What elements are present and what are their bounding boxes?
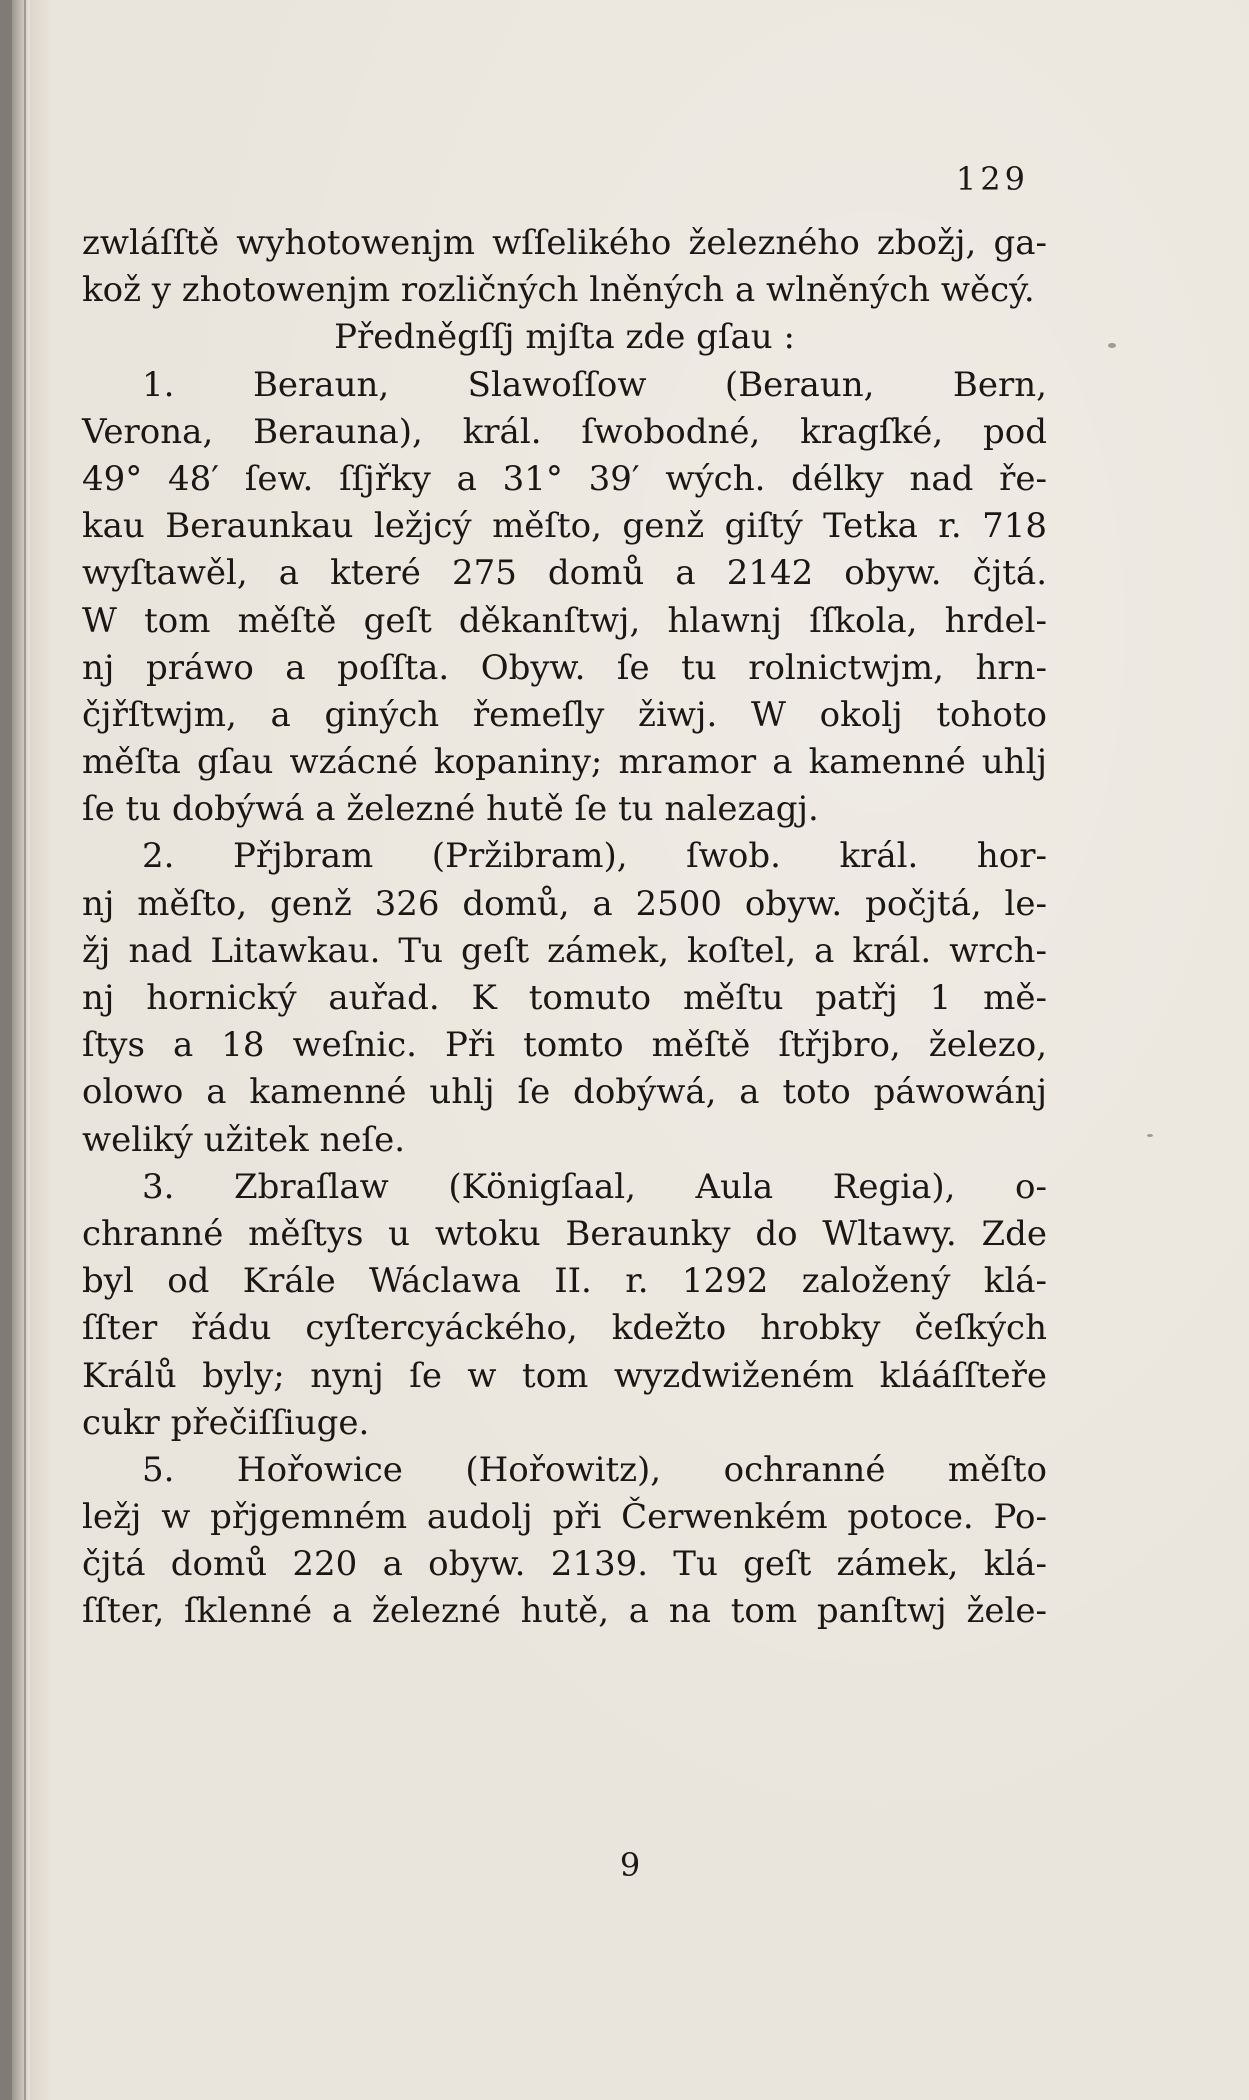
text-line: ſſter řádu cyſtercyáckého, kdežto hrobky čeſkých xyxy=(82,1308,1047,1349)
signature-mark: 9 xyxy=(619,1846,641,1884)
text-line: byl od Krále Wáclawa II. r. 1292 založený klá- xyxy=(82,1261,1047,1302)
text-line: olowo a kamenné uhlj ſe dobýwá, a toto páwowánj xyxy=(82,1072,1047,1113)
text-line: 1. Beraun, Slawoſſow (Beraun, Bern, xyxy=(142,364,1047,405)
page-gutter-shadow xyxy=(12,0,30,2100)
paper-speck xyxy=(1108,343,1116,348)
text-line: žj nad Litawkau. Tu geſt zámek, koſtel, a král. wrch- xyxy=(82,930,1047,971)
text-line: čjřſtwjm, a giných řemeſly žiwj. W okolj tohoto xyxy=(82,694,1047,735)
text-line: kož y zhotowenjm rozličných lněných a wlněných wěcý. xyxy=(82,270,1035,311)
text-line: Verona, Berauna), král. ſwobodné, kragſké, pod xyxy=(82,411,1047,452)
text-line: nj práwo a poſſta. Obyw. ſe tu rolnictwjm, hrn- xyxy=(82,647,1047,688)
text-line: wyſtawěl, a které 275 domů a 2142 obyw. čjtá. xyxy=(82,553,1047,594)
text-line: 2. Přjbram (Pržibram), ſwob. král. hor- xyxy=(142,836,1047,877)
text-line: 5. Hořowice (Hořowitz), ochranné měſto xyxy=(142,1449,1047,1490)
text-line: měſta gſau wzácné kopaniny; mramor a kamenné uhlj xyxy=(82,742,1047,783)
text-line: nj měſto, genž 326 domů, a 2500 obyw. počjtá, le- xyxy=(82,883,1047,924)
page-number: 129 xyxy=(955,160,1029,198)
page-text xyxy=(82,220,1047,1636)
text-line: cukr přečiſſiuge. xyxy=(82,1402,370,1443)
text-line: ſe tu dobýwá a železné hutě ſe tu nalezagj. xyxy=(82,789,819,830)
text-line: ležj w přjgemném audolj při Čerwenkém potoce. Po- xyxy=(82,1497,1047,1538)
text-line: Předněgſſj mjſta zde gſau : xyxy=(334,317,795,358)
text-line: zwláſſtě wyhotowenjm wſſelikého železného zbožj, ga- xyxy=(82,223,1047,263)
text-line: ſſter, ſklenné a železné hutě, a na tom panſtwj žele- xyxy=(82,1591,1047,1632)
paper-speck xyxy=(1147,1134,1153,1137)
page-edge-line xyxy=(24,0,26,2100)
text-line: chranné měſtys u wtoku Beraunky do Wltawy. Zde xyxy=(82,1213,1047,1254)
text-line: kau Beraunkau ležjcý měſto, genž giſtý Tetka r. 718 xyxy=(82,506,1047,547)
text-line: 49° 48′ ſew. ſſjřky a 31° 39′ wých. délky nad ře- xyxy=(82,458,1047,499)
text-line: Králů byly; nynj ſe w tom wyzdwiženém klááſſteře xyxy=(82,1355,1047,1396)
text-line: ſtys a 18 weſnic. Při tomto měſtě ſtřjbro, železo, xyxy=(82,1025,1047,1066)
text-line: W tom měſtě geſt děkanſtwj, hlawnj ſſkola, hrdel- xyxy=(82,600,1047,641)
text-line: nj hornický auřad. K tomuto měſtu patřj 1 mě- xyxy=(82,978,1047,1018)
text-line: 3. Zbraſlaw (Königſaal, Aula Regia), o- xyxy=(142,1166,1047,1207)
text-line: weliký užitek neſe. xyxy=(82,1119,405,1160)
text-line: čjtá domů 220 a obyw. 2139. Tu geſt zámek, klá- xyxy=(82,1544,1047,1585)
